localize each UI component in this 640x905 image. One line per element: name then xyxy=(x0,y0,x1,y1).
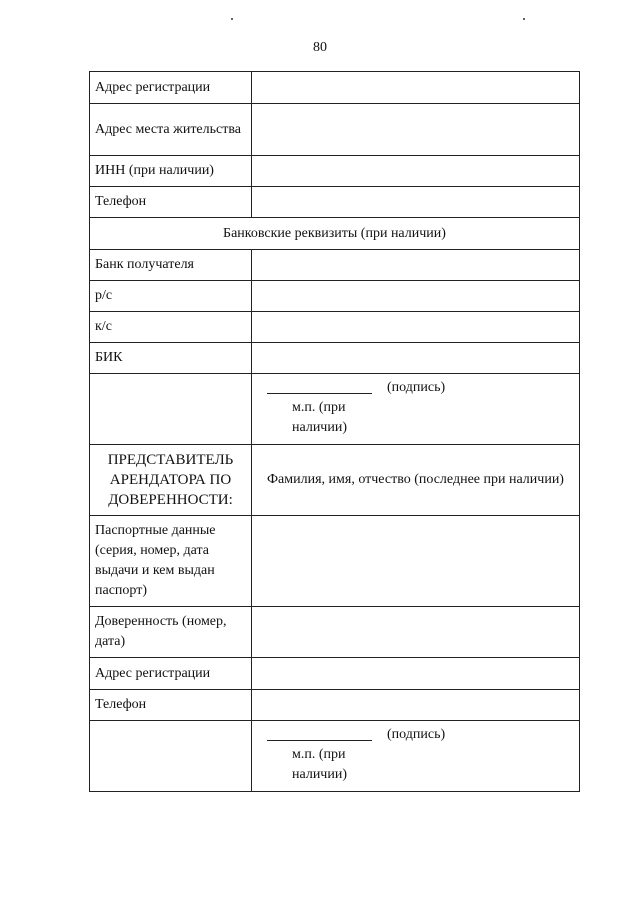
label-bank: Банк получателя xyxy=(90,250,252,281)
row-rep-phone xyxy=(90,690,580,721)
field-bank[interactable] xyxy=(252,250,580,281)
label-residence-address: Адрес места жительства xyxy=(90,104,252,156)
stamp-label: м.п. (при наличии) xyxy=(292,400,347,435)
signature-line[interactable] xyxy=(267,393,372,394)
field-corr-account[interactable] xyxy=(252,312,580,343)
row-passport xyxy=(90,516,580,607)
row-phone xyxy=(90,187,580,218)
label-rep-phone: Телефон xyxy=(90,690,252,721)
signature-label: (подпись) xyxy=(387,380,446,395)
label-phone: Телефон xyxy=(90,187,252,218)
form-table xyxy=(89,71,580,792)
label-rep-registration-address: Адрес регистрации xyxy=(90,658,252,690)
signature-label: (подпись) xyxy=(387,727,446,742)
field-bik[interactable] xyxy=(252,343,580,374)
row-power-of-attorney xyxy=(90,607,580,658)
signature-block[interactable] xyxy=(252,721,580,792)
bank-section-title: Банковские реквизиты (при наличии) xyxy=(90,218,580,250)
field-account[interactable] xyxy=(252,281,580,312)
row-representative-signature xyxy=(90,721,580,792)
field-residence-address[interactable] xyxy=(252,104,580,156)
field-passport[interactable] xyxy=(252,516,580,607)
signature-line[interactable] xyxy=(267,740,372,741)
stamp-label: м.п. (при наличии) xyxy=(292,747,347,782)
row-corr-account xyxy=(90,312,580,343)
scan-artifact xyxy=(231,18,233,20)
signature-block[interactable] xyxy=(252,374,580,445)
row-bik xyxy=(90,343,580,374)
label-inn: ИНН (при наличии) xyxy=(90,156,252,187)
field-power-of-attorney[interactable] xyxy=(252,607,580,658)
full-name-label: Фамилия, имя, отчество (последнее при наличии) xyxy=(252,445,580,516)
row-landlord-signature xyxy=(90,374,580,445)
row-representative-header xyxy=(90,445,580,516)
scan-artifact xyxy=(523,18,525,20)
empty-cell xyxy=(90,721,252,792)
label-corr-account: к/с xyxy=(90,312,252,343)
label-bik: БИК xyxy=(90,343,252,374)
page-number: 80 xyxy=(313,40,327,55)
representative-title: ПРЕДСТАВИТЕЛЬ АРЕНДАТОРА ПО ДОВЕРЕННОСТИ: xyxy=(90,445,252,516)
label-passport: Паспортные данные (серия, номер, дата выдачи и кем выдан паспорт) xyxy=(90,516,252,607)
label-account: р/с xyxy=(90,281,252,312)
label-power-of-attorney: Доверенность (номер, дата) xyxy=(90,607,252,658)
label-registration-address: Адрес регистрации xyxy=(90,72,252,104)
field-phone[interactable] xyxy=(252,187,580,218)
row-bank-section xyxy=(90,218,580,250)
row-inn xyxy=(90,156,580,187)
row-bank xyxy=(90,250,580,281)
row-account xyxy=(90,281,580,312)
empty-cell xyxy=(90,374,252,445)
row-registration-address xyxy=(90,72,580,104)
field-rep-registration-address[interactable] xyxy=(252,658,580,690)
field-rep-phone[interactable] xyxy=(252,690,580,721)
row-residence-address xyxy=(90,104,580,156)
row-rep-registration-address xyxy=(90,658,580,690)
field-inn[interactable] xyxy=(252,156,580,187)
field-registration-address[interactable] xyxy=(252,72,580,104)
